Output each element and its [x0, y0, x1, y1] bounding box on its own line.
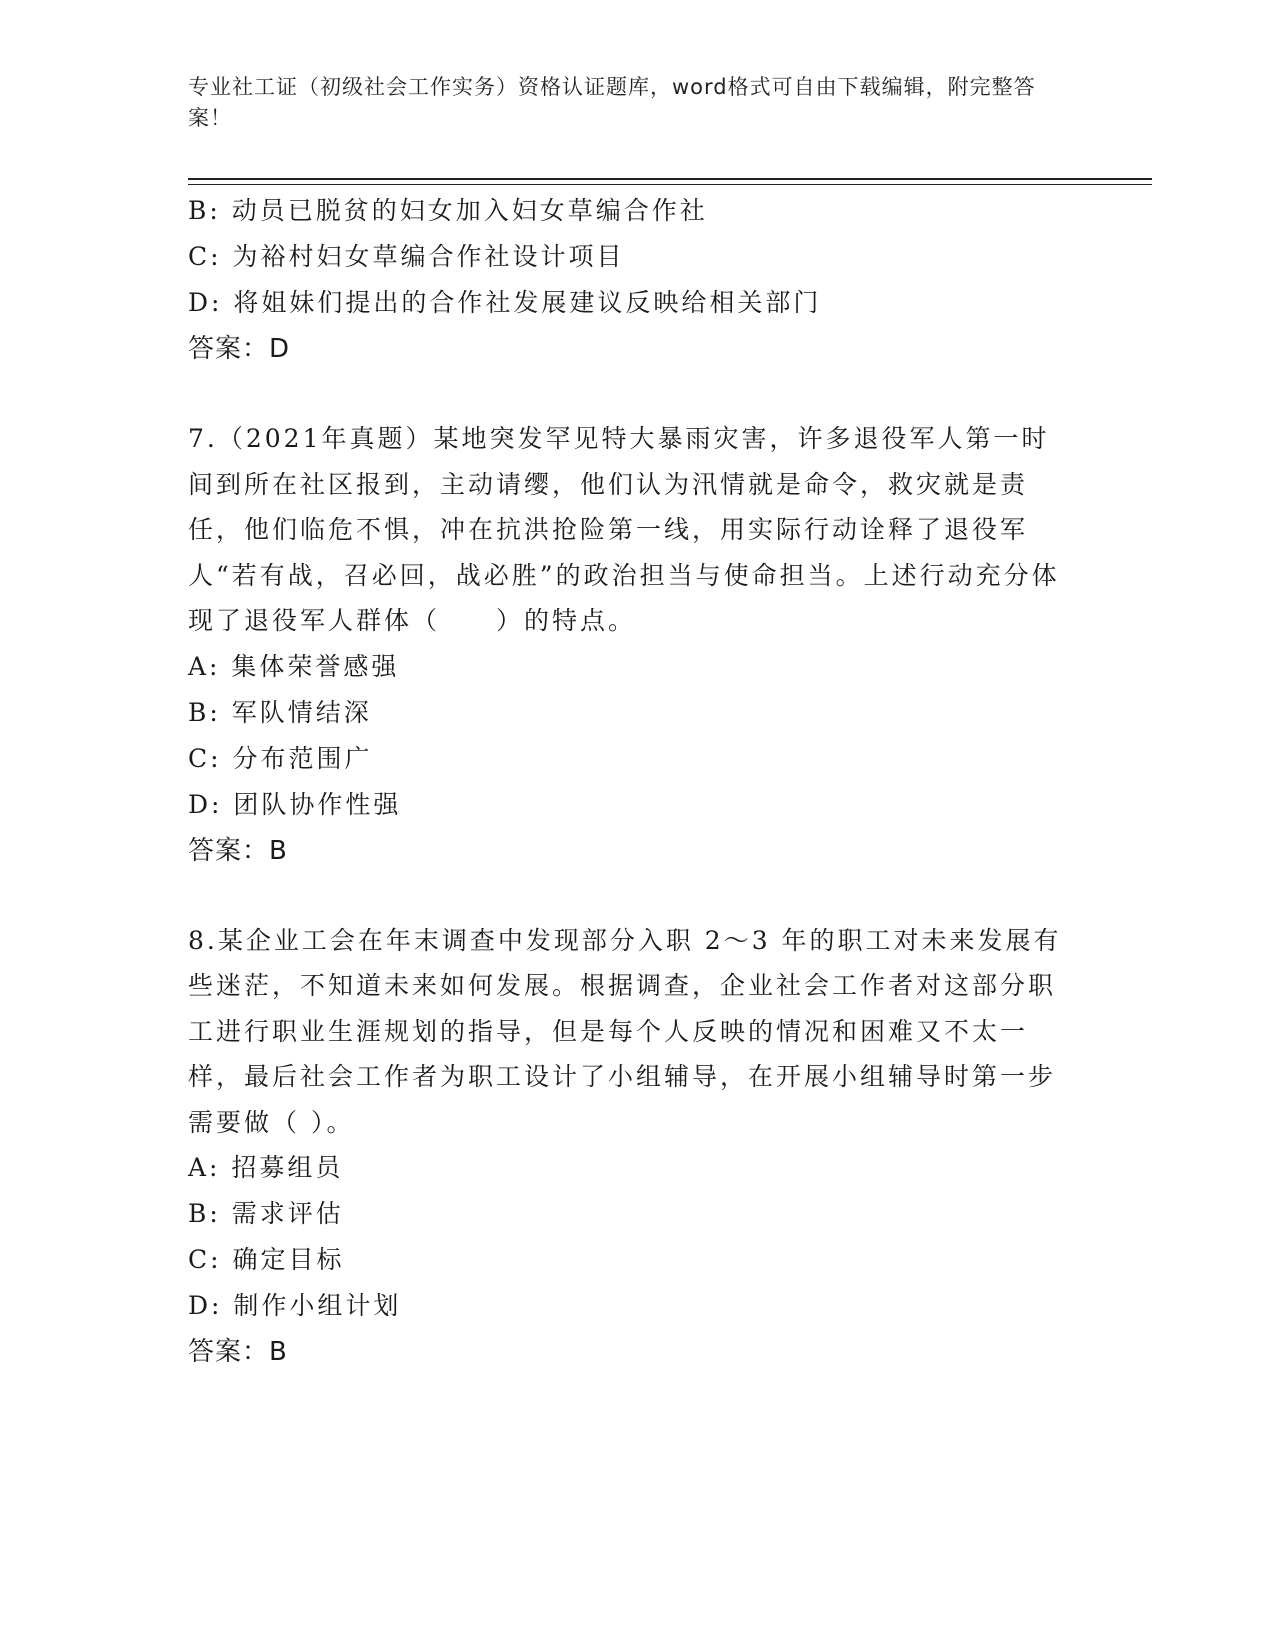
answer-line: 答案：B [188, 835, 288, 866]
option-c: C: 为裕村妇女草编合作社设计项目 [188, 242, 625, 271]
option-c: C: 分布范围广 [188, 743, 373, 773]
answer-line: 答案：B [188, 1337, 288, 1367]
option-d: D: 制作小组计划 [188, 1291, 402, 1320]
option-d: D: 团队协作性强 [188, 789, 402, 819]
previous-question-tail [188, 188, 1068, 372]
option-d: D: 将姐妹们提出的合作社发展建议反映给相关部门 [188, 288, 822, 317]
question-8 [188, 918, 1068, 1376]
answer-line: 答案：D [188, 334, 291, 364]
question-stem: 8.某企业工会在年末调查中发现部分入职 2～3 年的职工对未来发展有些迷茫，不知道未来如何发展。根据调查，企业社会工作者对这部分职工进行职业生涯规划的指导，但是每个人反映的情况和困难又不太一样，最后社会工作者为职工设计了小组辅导，在开展小组辅导时第一步需要做（ ）。 [188, 925, 1062, 1137]
option-b: B: 军队情结深 [188, 697, 372, 727]
option-b: B: 动员已脱贫的妇女加入妇女草编合作社 [188, 196, 708, 225]
header-rule-thin [188, 184, 1152, 185]
option-b: B: 需求评估 [188, 1199, 344, 1228]
header-rule-thick [188, 178, 1152, 180]
document-body [188, 188, 1068, 1375]
option-a: A: 集体荣誉感强 [188, 651, 400, 681]
option-a: A: 招募组员 [188, 1153, 344, 1182]
page-header: 专业社工证（初级社会工作实务）资格认证题库，word格式可自由下载编辑，附完整答案！ [188, 75, 1036, 130]
option-c: C: 确定目标 [188, 1245, 345, 1274]
question-stem: 7.（2021年真题）某地突发罕见特大暴雨灾害，许多退役军人第一时间到所在社区报到，主动请缨，他们认为汛情就是命令，救灾就是责任，他们临危不惧，冲在抗洪抢险第一线，用实际行动诠释了退役军人“若有战，召必回，战必胜”的政治担当与使命担当。上述行动充分体现了退役军人群体（ ）的特点。 [188, 424, 1060, 635]
question-7 [188, 416, 1068, 874]
